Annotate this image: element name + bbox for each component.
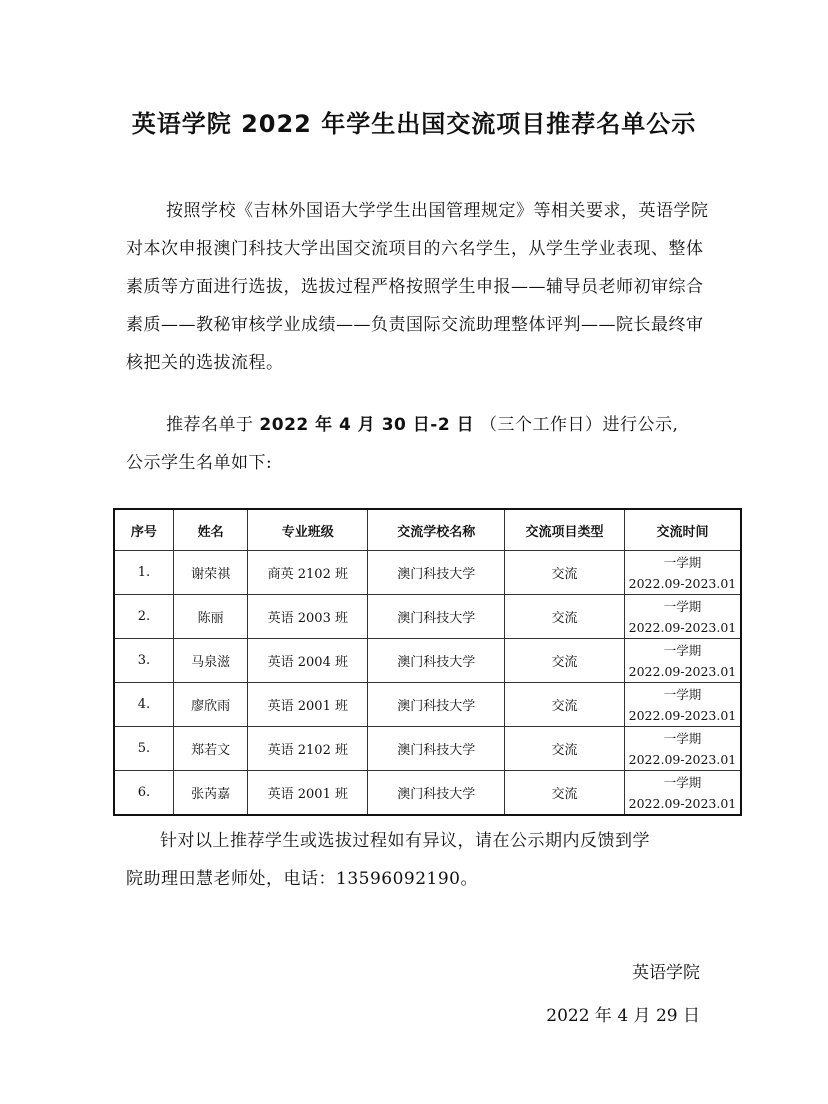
cell-period: 2022.09-2023.01 (628, 575, 737, 591)
signature-date: 2022 年 4 月 29 日 (546, 1006, 700, 1026)
cell-period: 2022.09-2023.01 (628, 707, 737, 723)
table-header-row (114, 509, 741, 551)
table-row (114, 771, 741, 816)
table-row (114, 683, 741, 727)
cell-class: 英语 2004 班 (248, 639, 368, 683)
cell-type: 交流 (505, 551, 625, 595)
objection-line2: 院助理田慧老师处，电话：13596092190。 (126, 869, 478, 889)
cell-class: 商英 2102 班 (248, 551, 368, 595)
cell-name: 张芮嘉 (173, 771, 247, 816)
cell-time (624, 727, 741, 771)
cell-period: 2022.09-2023.01 (628, 663, 737, 679)
cell-type: 交流 (505, 683, 625, 727)
cell-term: 一学期 (663, 598, 702, 614)
cell-school: 澳门科技大学 (368, 595, 505, 639)
cell-name: 马泉滋 (173, 639, 247, 683)
recommendation-table (113, 508, 742, 816)
cell-type: 交流 (505, 727, 625, 771)
header-no: 序号 (114, 509, 173, 551)
cell-time (624, 551, 741, 595)
cell-school: 澳门科技大学 (368, 771, 505, 816)
page-title: 英语学院 2022 年学生出国交流项目推荐名单公示 (131, 110, 697, 138)
table-row (114, 551, 741, 595)
table-row (114, 639, 741, 683)
objection-line1: 针对以上推荐学生或选拔过程如有异议，请在公示期内反馈到学 (160, 831, 650, 851)
cell-time (624, 595, 741, 639)
cell-school: 澳门科技大学 (368, 551, 505, 595)
cell-no: 2. (114, 595, 173, 639)
header-type: 交流项目类型 (505, 509, 625, 551)
header-class: 专业班级 (248, 509, 368, 551)
publicity-paragraph (126, 406, 716, 482)
cell-term: 一学期 (663, 774, 702, 790)
publicity-line2: 公示学生名单如下: (126, 453, 273, 473)
cell-school: 澳门科技大学 (368, 727, 505, 771)
cell-term: 一学期 (663, 686, 702, 702)
header-time: 交流时间 (624, 509, 741, 551)
cell-no: 3. (114, 639, 173, 683)
cell-time (624, 683, 741, 727)
publicity-prefix: 推荐名单于 (166, 415, 254, 435)
cell-type: 交流 (505, 595, 625, 639)
intro-paragraph: 按照学校《吉林外国语大学学生出国管理规定》等相关要求，英语学院对本次申报澳门科技大学出国交流项目的六名学生，从学生学业表现、整体素质等方面进行选拔，选拔过程严格按照学生申报——辅导员老师初审综合素质——教秘审核学业成绩——负责国际交流助理整体评判——院长最终审核把关的选拔流程。 (126, 201, 709, 373)
cell-no: 6. (114, 771, 173, 816)
cell-period: 2022.09-2023.01 (628, 619, 737, 635)
cell-class: 英语 2003 班 (248, 595, 368, 639)
table-row (114, 727, 741, 771)
cell-term: 一学期 (663, 642, 702, 658)
cell-no: 1. (114, 551, 173, 595)
cell-name: 廖欣雨 (173, 683, 247, 727)
cell-name: 陈丽 (173, 595, 247, 639)
cell-class: 英语 2001 班 (248, 683, 368, 727)
header-name: 姓名 (173, 509, 247, 551)
cell-time (624, 639, 741, 683)
cell-period: 2022.09-2023.01 (628, 751, 737, 767)
cell-time (624, 771, 741, 816)
cell-name: 郑若文 (173, 727, 247, 771)
signature-org: 英语学院 (632, 963, 700, 983)
header-school: 交流学校名称 (368, 509, 505, 551)
table-row (114, 595, 741, 639)
cell-class: 英语 2102 班 (248, 727, 368, 771)
cell-no: 5. (114, 727, 173, 771)
cell-no: 4. (114, 683, 173, 727)
cell-period: 2022.09-2023.01 (628, 795, 737, 811)
cell-name: 谢荣祺 (173, 551, 247, 595)
cell-term: 一学期 (663, 554, 702, 570)
publicity-dates: 2022 年 4 月 30 日-2 日 (259, 415, 475, 435)
objection-paragraph (126, 822, 726, 898)
cell-type: 交流 (505, 771, 625, 816)
cell-school: 澳门科技大学 (368, 683, 505, 727)
cell-type: 交流 (505, 639, 625, 683)
publicity-suffix: （三个工作日）进行公示, (480, 415, 679, 435)
cell-term: 一学期 (663, 730, 702, 746)
cell-school: 澳门科技大学 (368, 639, 505, 683)
cell-class: 英语 2001 班 (248, 771, 368, 816)
